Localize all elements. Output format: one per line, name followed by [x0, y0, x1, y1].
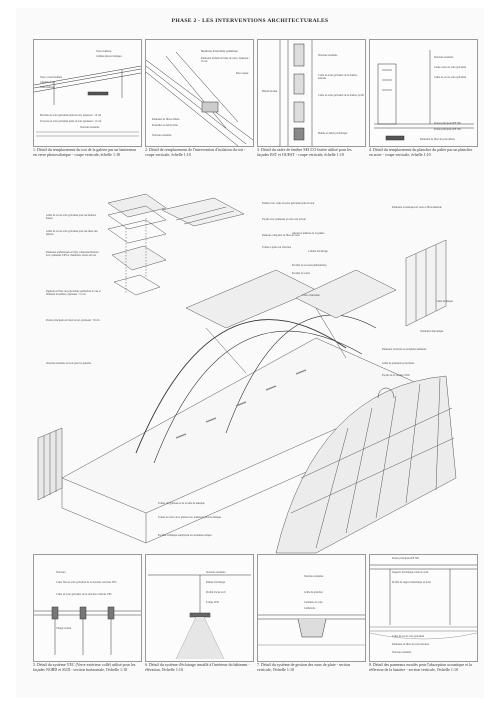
label: Cadre en acier galvanisé de la fenêtre, profil: [318, 94, 364, 97]
detail-caption-5: 5. Détail du système VEC (Verre extérieur collé) utilisé pour les façades NORD et SUD - section horizontale, l'échelle 1:10: [33, 662, 136, 672]
label: Structure existante: [80, 126, 100, 129]
label: Poutre principale IPE 300: [392, 557, 419, 560]
label: Cadre en acier galvanisé de la structure verticale VEC: [56, 593, 113, 596]
axo-label: Panneaux préfabriqués en fibre composite Delanco avec panneaux UPS et chanfreins, isolés en bois: [46, 251, 99, 257]
label: Vitrage isolant: [56, 627, 72, 630]
page-title: PHASE 2 - LES INTERVENTIONS ARCHITECTURALES: [171, 18, 329, 24]
label: Montant en acier galvanisé peint en noir, épaisseur : 10 cm: [40, 114, 102, 117]
exploded-roof-grid: [162, 198, 244, 226]
axo-label: Escalier technique remplaçant les anciennes rampes: [158, 534, 212, 537]
label: Profilé d'acier en U: [206, 591, 227, 594]
label: Cadre fixe en acier galvanisé de la structure verticale VEC: [56, 581, 117, 584]
roof-slab-left: [186, 270, 316, 328]
label: Cadre en acier galvanisé de la fenêtre, existant: [318, 74, 358, 80]
axo-label: Façade de la verrière SUD: [382, 374, 410, 377]
axo-label: Caves d'entretien: [302, 294, 320, 297]
label: Verre intérieur: [40, 86, 56, 89]
detail-caption-6: 6. Détail du système d'éclairage installé à l'intérieur du bâtiment - élévation, l'échelle 1:10: [145, 662, 250, 672]
axo-label: Toiture à pente sur structure: [262, 246, 292, 249]
label: Grille de sol en acier galvanisé: [434, 76, 467, 79]
label: Membrane d'étanchéité synthétique: [201, 50, 238, 53]
axo-label: Panneaux acoustiques en verre et fibre minérale: [392, 206, 442, 209]
label: Poutrelles en béton armé: [152, 124, 178, 127]
axo-label: Poutre principale en béton de sol, épaisseur : 50 cm: [46, 319, 100, 322]
axo-label: Escalier de secours (démontable): [292, 264, 327, 267]
detail-caption-7: 7. Détail du système de gestion des eaux de pluie - section verticale, l'échelle 1:10: [257, 662, 351, 672]
label: Structure existante: [206, 571, 226, 574]
label: Grille de plancher: [304, 591, 323, 594]
axo-label: Panneau en fibre de polycarbure permettant la vue et diffusant la lumière, épaisseur : 12 cm: [46, 290, 101, 296]
label: Panneaux isolants en laine de verre, épaisseur : 16 cm: [201, 57, 250, 63]
label: Supports d'éclairage rotule en acier: [392, 571, 429, 574]
axo-label: Grille de panneaux polyvalents: [382, 362, 415, 365]
label: Plâtoîd du mur: [262, 90, 278, 93]
label: Verre coloré feuilleté: [40, 76, 62, 79]
vec-facade-section-drawing: [34, 555, 141, 661]
label: Lampe LED: [206, 601, 219, 604]
axo-label: Panneaux verticaux en polymère lumineux: [382, 348, 427, 351]
detail-panel-8: [369, 554, 478, 662]
axo-label: Façade avec panneaux en verre sur la baie: [262, 218, 306, 221]
label: Rideau d'éclairage: [206, 581, 226, 584]
axo-label: Auvent et fenêtres de la galerie: [292, 232, 325, 235]
axo-label: Panneau composite en fibre de verre: [262, 234, 300, 237]
axo-label: Ventilation mécanique: [420, 330, 444, 333]
detail-caption-2: 2. Détail de remplacement de l'intervention d'isolation du toit - coupe verticale, échelle 1:10: [145, 147, 246, 157]
label: Garde-corps en acier galvanisé: [434, 66, 467, 69]
label: Caillebotis: [304, 607, 316, 610]
label: Panneaux de fibres ciment: [152, 118, 180, 121]
axo-label: Grille de sol en acier galvanisé pour les allées des piétons: [46, 230, 98, 236]
detail-caption-3: 3. Détail du cadre de fenêtre SECCO lisière utilisé pour les façades EST et OUEST - coupe verticale, échelle 1:10: [257, 147, 352, 157]
detail-caption-1: 1. Détail du remplacement du toit de la galerie par un lanterneau en verre photovoltaïque - coupe verticale, échelle 1:10: [33, 147, 137, 157]
label: Structure existante: [434, 56, 454, 59]
label: Structure existante: [304, 575, 324, 578]
label: Pare-vapeur: [236, 72, 249, 75]
label: Poutre principale IPE 300: [434, 128, 461, 131]
exploded-skylight-components: [108, 194, 166, 295]
detail-panel-6: [145, 554, 254, 662]
label: Traverse en acier galvanisé peint en noir, épaisseur : 10 cm: [40, 120, 102, 123]
axo-label: Toiture du gymnase et de la salle de musique: [158, 502, 205, 505]
axo-label: Canal technique: [436, 300, 453, 303]
axo-label: Cantine d'éclairage: [308, 250, 328, 253]
label: Chambre à air: [40, 81, 55, 84]
label: Structure: [56, 571, 66, 574]
label: Gouttière en acier: [304, 601, 323, 604]
label: Panneaux de fibre de polycarbure: [420, 138, 455, 141]
axo-label: Grille de sol en acier galvanisé pour les fenêtres hautes: [46, 214, 96, 220]
drawing-sheet: [16, 8, 484, 698]
label: Poutre principale IPE 300: [434, 122, 461, 125]
axo-label: Escalier de sortie: [292, 272, 310, 275]
detail-panel-5: [33, 554, 142, 662]
detail-caption-8: 8. Détail des panneaux moulés pour l'absorption acoustique et la réflexion de la lumière - section verticale, l'échelle 1:10: [369, 662, 472, 672]
axo-label: Toiture en verre de la galerie avec panneaux photovoltaïques: [158, 516, 222, 519]
axo-label: Structure existante en bois pour les galeries: [46, 362, 92, 365]
label: Plinthe en béton préfabriqué: [318, 132, 348, 135]
detail-panel-7: [257, 554, 366, 662]
label: Profilé de support métallique en acier: [392, 581, 431, 584]
label: Structure existante: [318, 54, 338, 57]
detail-caption-4: 4. Détail du remplacement du plancher du palier par un plancher en acier - coupe verticale, échelle 1:10: [369, 147, 473, 157]
axo-label: Fenêtre avec cadre en acier galvanisé peint en noir: [262, 202, 315, 205]
label: Structure existante: [392, 651, 412, 654]
label: Grille de sol en acier galvanisé: [392, 635, 425, 638]
label: Panneaux en fibre de polycarbonate: [392, 643, 430, 646]
label: Verre extérieur: [96, 50, 112, 53]
label: Cellules photovoltaïques: [96, 55, 122, 58]
label: Structure existante: [152, 134, 172, 137]
lighting-elevation-drawing: [146, 555, 253, 661]
